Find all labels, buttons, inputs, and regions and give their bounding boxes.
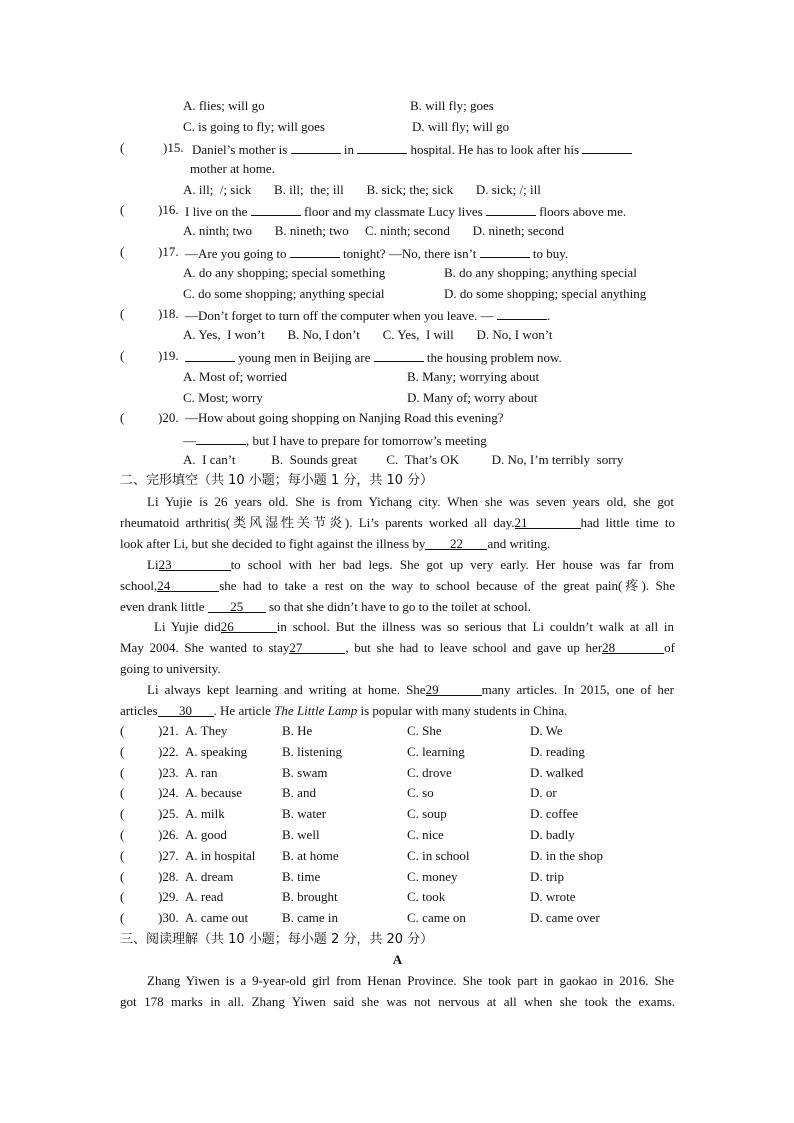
q15-number: )15. bbox=[163, 140, 184, 155]
q16-stem: I live on the floor and my classmate Lucy lives floors above me. bbox=[185, 200, 626, 222]
cloze-option-d: D. badly bbox=[530, 827, 575, 842]
q19-option-a: A. Most of; worried bbox=[183, 369, 287, 384]
cloze-number: )29. bbox=[158, 889, 179, 905]
q19-option-c: C. Most; worry bbox=[183, 390, 263, 405]
cloze-open-paren: ( bbox=[120, 868, 125, 884]
cloze-option-d: D. We bbox=[530, 723, 563, 738]
cloze-option-c: C. so bbox=[407, 785, 434, 801]
q20-stem-2: — , but I have to prepare for tomorrow’s meeting bbox=[183, 429, 487, 451]
cloze-option-a: A. in hospital bbox=[185, 847, 256, 863]
cloze-option-c: C. drove bbox=[407, 764, 452, 780]
blank-number: 26 bbox=[220, 619, 234, 634]
passage-line: going to university. bbox=[120, 661, 221, 676]
q17-open-paren: ( bbox=[120, 244, 125, 259]
cloze-option-d: D. walked bbox=[530, 764, 584, 780]
cloze-option-c: C. money bbox=[407, 868, 458, 884]
cloze-number: )21. bbox=[158, 723, 179, 738]
blank bbox=[582, 138, 632, 154]
blank bbox=[357, 138, 407, 154]
q18-options: A. Yes, I won’t B. No, I don’t C. Yes, I will D. No, I won’t bbox=[183, 327, 553, 342]
cloze-option-d: D. reading bbox=[530, 743, 585, 759]
cloze-number: )22. bbox=[158, 743, 179, 759]
cloze-option-d: D. coffee bbox=[530, 806, 579, 822]
blank-number: 21 bbox=[514, 515, 528, 530]
passage-line: got 178 marks in all. Zhang Yiwen said she was not nervous at all when she took the exams. bbox=[120, 994, 675, 1009]
blank-number: 28 bbox=[602, 640, 616, 655]
blank bbox=[486, 200, 536, 216]
cloze-number: )27. bbox=[158, 847, 179, 863]
blank-number: 23 bbox=[158, 557, 172, 572]
passage-heading: A bbox=[392, 952, 403, 967]
blank bbox=[291, 138, 341, 154]
q18-stem: —Don’t forget to turn off the computer when you leave. — . bbox=[185, 304, 550, 326]
q15-options: A. ill; /; sick B. ill; the; ill B. sick; the; sick D. sick; /; ill bbox=[183, 182, 541, 197]
q16-options: A. ninth; two B. nineth; two C. ninth; second D. nineth; second bbox=[183, 223, 564, 238]
cloze-option-b: B. listening bbox=[282, 743, 342, 759]
passage-line: rheumatoid arthritis(类风湿性关节炎). Li’s parents worked all day.21 had little time to bbox=[120, 515, 675, 530]
cloze-option-a: A. ran bbox=[185, 764, 218, 780]
blank-number: 24 bbox=[157, 578, 171, 593]
passage-line: look after Li, but she decided to fight against the illness by 22 and writing. bbox=[120, 536, 551, 551]
cloze-option-a: A. dream bbox=[185, 868, 234, 884]
q20-stem: —How about going shopping on Nanjing Road this evening? bbox=[185, 410, 504, 425]
passage-line: even drank little 25 so that she didn’t have to go to the toilet at school. bbox=[120, 599, 531, 614]
passage-line: Li Yujie did26 in school. But the illness was so serious that Li couldn’t walk at all in bbox=[154, 619, 674, 634]
q14-option-d: D. will fly; will go bbox=[412, 119, 510, 134]
cloze-option-c: C. She bbox=[407, 723, 442, 738]
passage-line: school,24 she had to take a rest on the way to school because of the great pain(疼). She bbox=[120, 578, 675, 593]
blank-number: 29 bbox=[425, 682, 439, 697]
blank-number: 30 bbox=[179, 703, 193, 718]
q14-option-b: B. will fly; goes bbox=[410, 98, 494, 113]
blank-number: 25 bbox=[230, 599, 244, 614]
cloze-option-a: A. They bbox=[185, 723, 228, 738]
blank bbox=[497, 304, 547, 320]
blank bbox=[374, 346, 424, 362]
cloze-option-d: D. trip bbox=[530, 868, 564, 884]
cloze-option-b: B. time bbox=[282, 868, 321, 884]
cloze-option-c: C. soup bbox=[407, 806, 447, 822]
cloze-open-paren: ( bbox=[120, 889, 125, 905]
q20-options: A. I can’t B. Sounds great C. That’s OK D. No, I’m terribly sorry bbox=[183, 452, 624, 467]
cloze-number: )30. bbox=[158, 910, 179, 926]
cloze-open-paren: ( bbox=[120, 827, 125, 842]
q17-stem: —Are you going to tonight? —No, there isn’t to buy. bbox=[185, 242, 568, 264]
cloze-option-a: A. because bbox=[185, 785, 243, 801]
cloze-option-d: D. came over bbox=[530, 910, 600, 926]
cloze-option-b: B. He bbox=[282, 723, 313, 738]
cloze-number: )26. bbox=[158, 827, 179, 842]
cloze-option-b: B. brought bbox=[282, 889, 338, 905]
q19-number: )19. bbox=[158, 348, 179, 363]
cloze-open-paren: ( bbox=[120, 847, 125, 863]
cloze-option-c: C. in school bbox=[407, 847, 470, 863]
cloze-option-c: C. took bbox=[407, 889, 446, 905]
q18-number: )18. bbox=[158, 306, 179, 321]
q17-option-c: C. do some shopping; anything special bbox=[183, 286, 385, 301]
cloze-open-paren: ( bbox=[120, 743, 125, 759]
blank bbox=[480, 242, 530, 258]
q16-number: )16. bbox=[158, 202, 179, 217]
passage-line: Li always kept learning and writing at home. She29 many articles. In 2015, one of her bbox=[147, 682, 674, 697]
blank bbox=[185, 346, 235, 362]
passage-line: May 2004. She wanted to stay27 , but she had to leave school and gave up her28 of bbox=[120, 640, 675, 655]
q19-open-paren: ( bbox=[120, 348, 125, 363]
cloze-option-d: D. in the shop bbox=[530, 847, 603, 863]
q18-open-paren: ( bbox=[120, 306, 125, 321]
passage-line: Zhang Yiwen is a 9-year-old girl from Henan Province. She took part in gaokao in 2016. She bbox=[147, 973, 674, 988]
cloze-option-b: B. water bbox=[282, 806, 327, 822]
cloze-open-paren: ( bbox=[120, 806, 125, 822]
cloze-number: )28. bbox=[158, 868, 179, 884]
q15-stem: Daniel’s mother is in hospital. He has to look after his bbox=[192, 138, 632, 160]
cloze-open-paren: ( bbox=[120, 764, 125, 780]
section-cloze-title: 二、完形填空（共 10 小题；每小题 1 分，共 10 分） bbox=[120, 473, 434, 488]
q19-option-d: D. Many of; worry about bbox=[407, 390, 538, 405]
q16-open-paren: ( bbox=[120, 202, 125, 217]
cloze-number: )23. bbox=[158, 764, 179, 780]
cloze-option-c: C. nice bbox=[407, 827, 444, 842]
cloze-option-c: C. came on bbox=[407, 910, 466, 926]
cloze-option-c: C. learning bbox=[407, 743, 465, 759]
cloze-option-a: A. good bbox=[185, 827, 227, 842]
q17-option-d: D. do some shopping; special anything bbox=[444, 286, 647, 301]
cloze-option-b: B. and bbox=[282, 785, 316, 801]
passage-line: Li23 to school with her bad legs. She got up very early. Her house was far from bbox=[147, 557, 674, 572]
cloze-option-b: B. well bbox=[282, 827, 320, 842]
cloze-number: )25. bbox=[158, 806, 179, 822]
blank bbox=[196, 429, 246, 445]
q15-stem-cont: mother at home. bbox=[190, 161, 275, 176]
blank-number: 27 bbox=[289, 640, 303, 655]
q19-stem: young men in Beijing are the housing problem now. bbox=[185, 346, 562, 368]
cloze-option-a: A. speaking bbox=[185, 743, 248, 759]
blank bbox=[251, 200, 301, 216]
cloze-option-a: A. came out bbox=[185, 910, 249, 926]
cloze-option-b: B. at home bbox=[282, 847, 339, 863]
cloze-number: )24. bbox=[158, 785, 179, 801]
cloze-open-paren: ( bbox=[120, 785, 125, 801]
cloze-option-a: A. read bbox=[185, 889, 224, 905]
passage-line: articles 30 . He article The Little Lamp is popular with many students in China. bbox=[120, 703, 568, 718]
q15-open-paren: ( bbox=[120, 140, 125, 155]
q14-option-c: C. is going to fly; will goes bbox=[183, 119, 325, 134]
cloze-open-paren: ( bbox=[120, 723, 125, 738]
q20-open-paren: ( bbox=[120, 410, 125, 425]
blank bbox=[290, 242, 340, 258]
article-title: The Little Lamp bbox=[274, 703, 358, 718]
cloze-option-b: B. swam bbox=[282, 764, 328, 780]
cloze-option-a: A. milk bbox=[185, 806, 225, 822]
q17-number: )17. bbox=[158, 244, 179, 259]
cloze-open-paren: ( bbox=[120, 910, 125, 926]
cloze-option-d: D. wrote bbox=[530, 889, 576, 905]
q17-option-b: B. do any shopping; anything special bbox=[444, 265, 637, 280]
blank-number: 22 bbox=[449, 536, 463, 551]
q20-number: )20. bbox=[158, 410, 179, 425]
q14-option-a: A. flies; will go bbox=[183, 98, 265, 113]
cloze-option-b: B. came in bbox=[282, 910, 338, 926]
section-reading-title: 三、阅读理解（共 10 小题；每小题 2 分，共 20 分） bbox=[120, 932, 434, 947]
q17-option-a: A. do any shopping; special something bbox=[183, 265, 386, 280]
q19-option-b: B. Many; worrying about bbox=[407, 369, 540, 384]
passage-line: Li Yujie is 26 years old. She is from Yichang city. When she was seven years old, she got bbox=[147, 494, 674, 509]
cloze-option-d: D. or bbox=[530, 785, 557, 801]
